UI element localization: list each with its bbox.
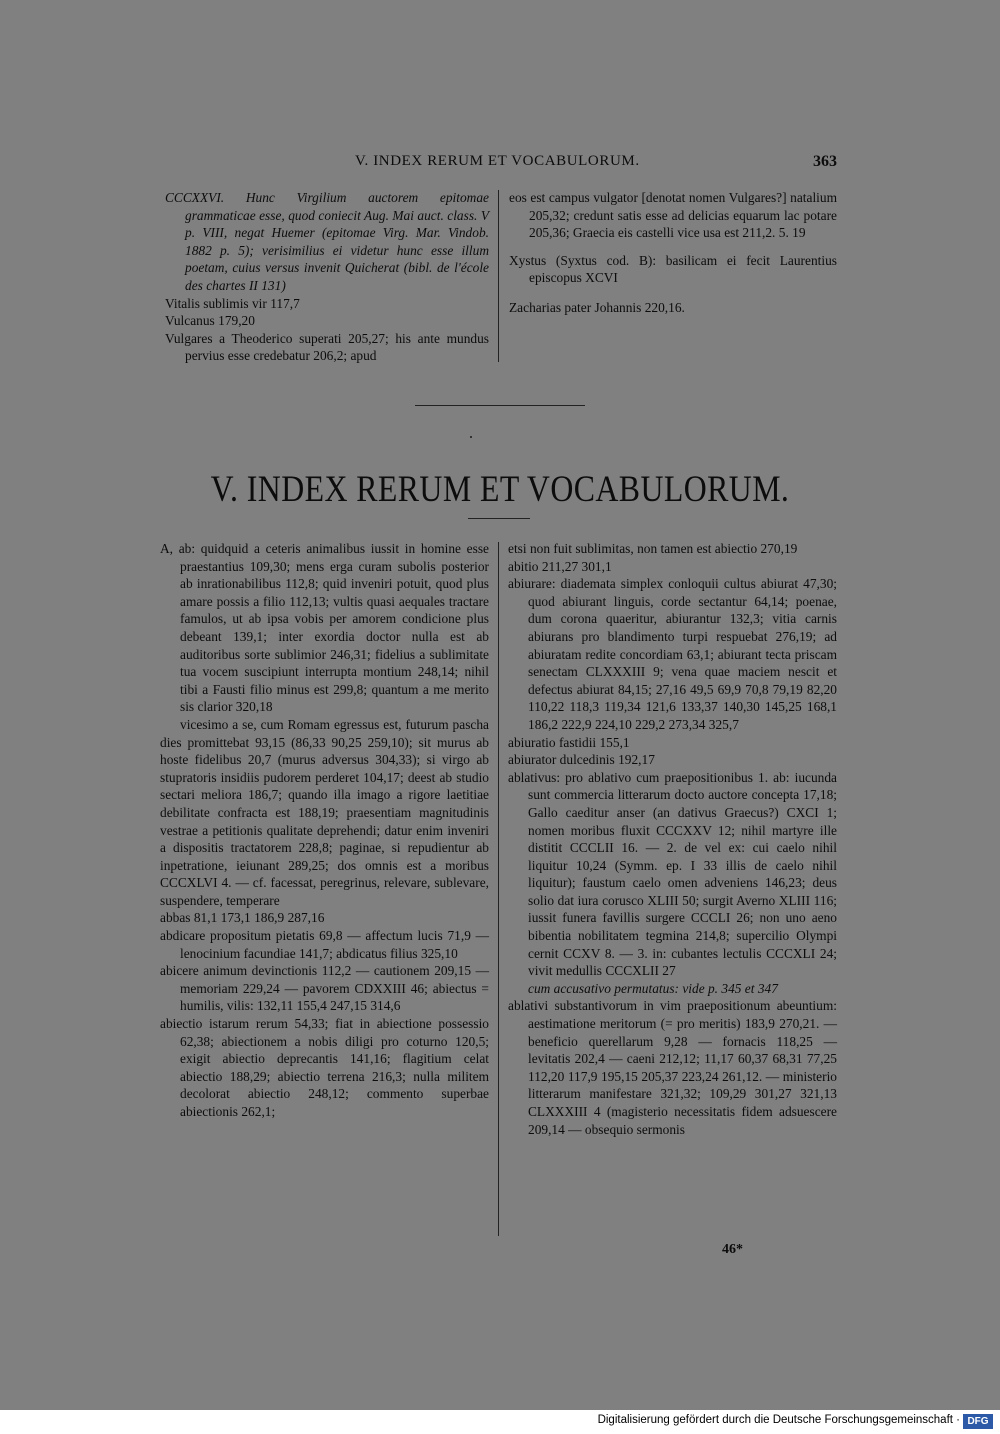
- index-note: CCCXXVI. Hunc Virgilium auctorem epitomae grammaticae esse, quod coniecit Aug. Mai auct. class. V p. VIII, negat Huemer (epitomae Virg. Mar. Vindob. 1882 p. 5); verisimilius ei videtur hunc esse illum poetam, cuius versus invenit Quicherat (bibl. de l'école des chartes II 131): [165, 190, 489, 293]
- index-entry: ablativi substantivorum in vim praepositionum abeuntium: aestimatione meritorum (= pro meritis) 183,9 270,21. — beneficio querellarum 9,28 — fornacis 118,25 — levitatis 202,4 — caeni 212,12; 11,17 60,37 68,31 77,25 112,20 117,9 195,15 205,37 223,24 261,12. — ministerio litterarum manifestare 321,32; 109,29 301,27 321,13 CLXXXIII 4 (magisterio necessitatis fidem adsuescere 209,14 — obsequio sermonis: [508, 998, 837, 1137]
- page-number: 363: [813, 153, 837, 170]
- index-entry: abiurator dulcedinis 192,17: [508, 752, 655, 768]
- index-entry: abicere animum devinctionis 112,2 — cautionem 209,15 — memoriam 229,24 — pavorem CDXXIII 46; abiectus = humilis, vilis: 132,11 155,4 247,15 314,6: [160, 963, 489, 1014]
- index-entry: abdicare propositum pietatis 69,8 — affectum lucis 71,9 — lenocinium facundiae 141,7; abdicatus filius 325,10: [160, 928, 489, 961]
- index-entry: A, ab: quidquid a ceteris animalibus iussit in homine esse praestantius 109,30; mens erga curam subolis posterior ab inrationabilibus 112,8; quid inveniri potuit, quod plus amare possis a filio 112,13; vultis quasi aequales tractare famulos, ut ab ipsa vobis per amorem condicione plus debeant 139,1; inter exordia doctor nulla est ab auditoribus sorte sublimior 246,31; fidelius a sublimitate tua vocem suscipiunt interrupta montium 248,14; nihil tibi a Fausti filio minus est 299,8; quantum a me merito sis clarior 320,18: [160, 541, 489, 715]
- top-left-column: [165, 189, 489, 365]
- top-right-column: [509, 189, 837, 317]
- funding-notice: Digitalisierung gefördert durch die Deutsche Forschungsgemeinschaft ·: [597, 1414, 960, 1426]
- index-entry: abiuratio fastidii 155,1: [508, 734, 630, 750]
- index-entry: Zacharias pater Johannis 220,16.: [509, 299, 685, 315]
- index-entry: eos est campus vulgator [denotat nomen Vulgares?] natalium 205,32; credunt satis esse ad delicias equarum lac potare 205,36; Graecia eis castelli vice usa est 211,2. 5. 19: [509, 190, 837, 241]
- index-entry: Vulcanus 179,20: [165, 313, 255, 329]
- signature-mark: 46*: [722, 1242, 743, 1257]
- section-divider: [415, 405, 585, 406]
- main-title: V. INDEX RERUM ET VOCABULORUM.: [210, 469, 790, 510]
- title-rule: [468, 518, 530, 519]
- index-entry: abiectio istarum rerum 54,33; fiat in abiectione possessio 62,38; abiectionem a nobis diligi pro coturno 120,5; exigit abiectio deprecantis 141,16; flagitium celat abiectio 188,29; abiectio terrena 216,3; nulla militem decolorat abiectio 248,12; commento superbae abiectionis 262,1;: [160, 1016, 489, 1119]
- column-divider: [498, 190, 499, 362]
- index-entry: Vulgares a Theoderico superati 205,27; his ante mundus pervius esse credebatur 206,2; apud: [165, 330, 489, 364]
- index-entry: Vitalis sublimis vir 117,7: [165, 295, 300, 311]
- index-entry-continuation: vicesimo a se, cum Romam egressus est, futurum pascha dies promittebat 93,15 (86,33 90,25 259,10); sit murus ab hoste fidelibus 20,7 (murus adversus 304,33); si virgo ab stupratoris insidiis pudorem perderet 104,17; deest ab studio sectari meliora 186,7; quando illa imago a rigore laetitiae debilitate confracta est 188,19; praesentiam magnitudinis vestrae a petitionis qualitate deprehendi; datur enim inveniri a dispositis tractatorem 228,8; paginae, si repudientur ab inpetratione, ieiunant 289,25; dos omnis est a moribus CCCXLVI 4. — cf. facessat, peregrinus, relevare, sublevare, suspendere, temperare: [160, 716, 489, 908]
- printing-speck: [470, 436, 472, 438]
- main-left-column: [160, 540, 489, 1121]
- dfg-logo-icon: DFG: [963, 1414, 993, 1429]
- running-title: V. INDEX RERUM ET VOCABULORUM.: [355, 153, 640, 169]
- column-divider: [498, 542, 499, 1236]
- index-entry: abiurare: diademata simplex conloquii cultus abiurat 47,30; quod abiurant linguis, corde sectantur 64,14; poenae, dum corona quaeritur, abiurantur 132,3; vitia carnis abiurans pro blandimento turpi respuebat 276,19; ad abiuratam redite concordiam 63,1; abiurant tecta priscam senectam CLXXXIII 9; vena quae maciem nescit et defectus abiurat 84,15; 27,16 49,5 69,9 70,8 79,19 82,20 110,22 118,3 119,34 121,6 133,37 140,30 145,25 168,1 186,2 222,9 224,10 229,2 273,34 325,7: [508, 576, 837, 732]
- footer-bar: [0, 1410, 1000, 1434]
- main-right-column: [508, 540, 837, 1138]
- index-entry: abbas 81,1 173,1 186,9 287,16: [160, 910, 325, 926]
- index-entry: Xystus (Syxtus cod. B): basilicam ei fecit Laurentius episcopus XCVI: [509, 252, 837, 286]
- index-entry-continuation: cum accusativo permutatus: vide p. 345 et 347: [528, 980, 778, 996]
- running-header: [165, 153, 837, 177]
- index-entry: ablativus: pro ablativo cum praepositionibus 1. ab: iucunda sunt commercia litterarum docto auctore concepta 17,18; Gallo caeditur anser (an dativus Graecus?) CXCI 1; nomen moribus fluxit CCCXXV 12; nihil martyre ille distitit CCCLII 16. — 2. de vel ex: cui caelo nihil liquitur 10,24 (Symm. ep. I 33 illis de caelo nihil liquitur); faustum caelo omen adveniens 146,23; deus solio dat iura corusco XLIII 50; surgit Averno XLIII 116; iussit funera favillis surgere CCCLI 26; non uno aeno bibentia nobilitatem tegmina 214,8; supercilio Olympi cernit CCXV 8. — 3. in: cubantes lectulis CCCXLI 24; vivit medullis CCCXLII 27: [508, 769, 837, 979]
- index-entry: abitio 211,27 301,1: [508, 558, 612, 574]
- index-entry: etsi non fuit sublimitas, non tamen est abiectio 270,19: [508, 541, 798, 556]
